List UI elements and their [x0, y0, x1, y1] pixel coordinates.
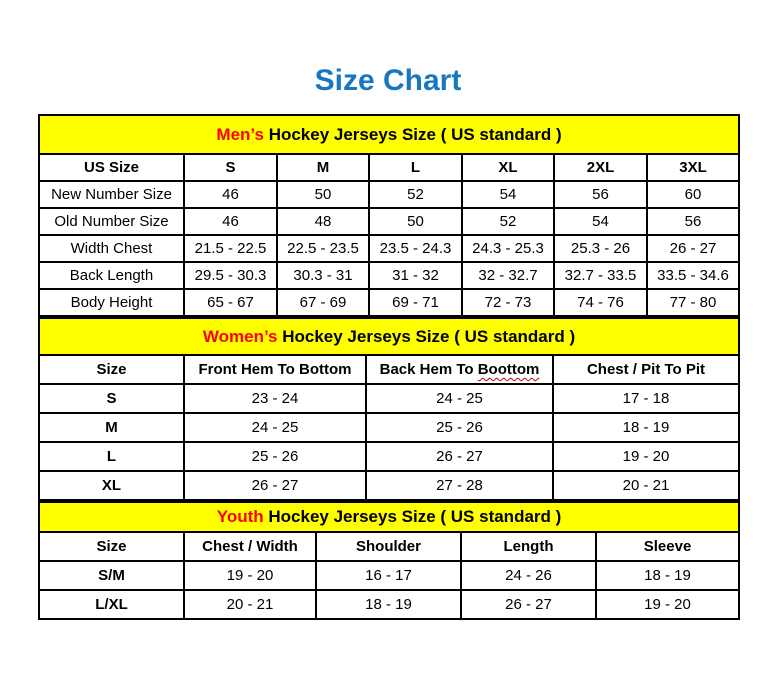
youth-header-row	[39, 532, 739, 561]
table-row	[39, 181, 739, 208]
table-cell: 26 - 27	[461, 590, 596, 619]
womens-banner-row	[39, 318, 739, 355]
row-label: S/M	[39, 561, 184, 590]
column-header: XL	[462, 154, 554, 181]
table-row	[39, 289, 739, 316]
column-header: Size	[39, 355, 184, 384]
youth-table	[38, 501, 740, 620]
row-label: New Number Size	[39, 181, 184, 208]
youth-banner-row	[39, 502, 739, 532]
row-label: XL	[39, 471, 184, 500]
row-label: M	[39, 413, 184, 442]
table-cell: 25 - 26	[184, 442, 366, 471]
table-cell: 74 - 76	[554, 289, 647, 316]
column-header: S	[184, 154, 277, 181]
table-cell: 60	[647, 181, 739, 208]
row-label: L/XL	[39, 590, 184, 619]
table-cell: 46	[184, 208, 277, 235]
column-header: US Size	[39, 154, 184, 181]
mens-header-row	[39, 154, 739, 181]
table-cell: 20 - 21	[553, 471, 739, 500]
table-cell: 30.3 - 31	[277, 262, 369, 289]
table-row	[39, 471, 739, 500]
table-row	[39, 262, 739, 289]
table-cell: 26 - 27	[647, 235, 739, 262]
table-row	[39, 384, 739, 413]
table-cell: 46	[184, 181, 277, 208]
column-header: 3XL	[647, 154, 739, 181]
table-cell: 16 - 17	[316, 561, 461, 590]
womens-banner-accent: Women’s	[202, 326, 278, 346]
table-cell: 29.5 - 30.3	[184, 262, 277, 289]
table-cell: 65 - 67	[184, 289, 277, 316]
row-label: Back Length	[39, 262, 184, 289]
mens-table	[38, 114, 740, 317]
table-cell: 18 - 19	[553, 413, 739, 442]
column-header-text: Back Hem To	[379, 361, 478, 378]
mens-banner-accent: Men’s	[216, 124, 264, 144]
row-label: L	[39, 442, 184, 471]
table-cell: 24 - 25	[366, 384, 553, 413]
womens-banner-text: Hockey Jerseys Size ( US standard )	[277, 326, 576, 346]
mens-banner-row	[39, 115, 739, 154]
womens-table-banner	[39, 318, 739, 355]
table-cell: 23.5 - 24.3	[369, 235, 462, 262]
table-cell: 48	[277, 208, 369, 235]
table-cell: 25.3 - 26	[554, 235, 647, 262]
table-cell: 26 - 27	[184, 471, 366, 500]
column-header: Size	[39, 532, 184, 561]
table-cell: 54	[554, 208, 647, 235]
table-cell: 19 - 20	[184, 561, 316, 590]
table-cell: 21.5 - 22.5	[184, 235, 277, 262]
table-cell: 72 - 73	[462, 289, 554, 316]
column-header: Chest / Pit To Pit	[553, 355, 739, 384]
table-cell: 52	[462, 208, 554, 235]
table-cell: 77 - 80	[647, 289, 739, 316]
misspelled-word: Boottom	[477, 361, 540, 378]
table-row	[39, 442, 739, 471]
table-cell: 26 - 27	[366, 442, 553, 471]
table-cell: 52	[369, 181, 462, 208]
table-cell: 18 - 19	[596, 561, 739, 590]
table-cell: 24 - 26	[461, 561, 596, 590]
column-header: Front Hem To Bottom	[184, 355, 366, 384]
youth-banner-accent: Youth	[216, 507, 264, 526]
table-row	[39, 208, 739, 235]
table-row	[39, 235, 739, 262]
mens-banner-text: Hockey Jerseys Size ( US standard )	[263, 124, 562, 144]
column-header: Shoulder	[316, 532, 461, 561]
column-header	[366, 355, 553, 384]
table-cell: 17 - 18	[553, 384, 739, 413]
mens-table-banner	[39, 115, 739, 154]
table-cell: 18 - 19	[316, 590, 461, 619]
table-cell: 27 - 28	[366, 471, 553, 500]
table-cell: 22.5 - 23.5	[277, 235, 369, 262]
table-cell: 31 - 32	[369, 262, 462, 289]
table-cell: 54	[462, 181, 554, 208]
table-cell: 20 - 21	[184, 590, 316, 619]
table-cell: 67 - 69	[277, 289, 369, 316]
column-header: Chest / Width	[184, 532, 316, 561]
table-cell: 33.5 - 34.6	[647, 262, 739, 289]
column-header: L	[369, 154, 462, 181]
table-cell: 56	[647, 208, 739, 235]
table-row	[39, 561, 739, 590]
youth-banner-text: Hockey Jerseys Size ( US standard )	[263, 507, 562, 526]
womens-header-row	[39, 355, 739, 384]
table-cell: 50	[369, 208, 462, 235]
table-cell: 50	[277, 181, 369, 208]
row-label: Body Height	[39, 289, 184, 316]
table-cell: 24 - 25	[184, 413, 366, 442]
table-cell: 23 - 24	[184, 384, 366, 413]
page-title: Size Chart	[314, 64, 462, 97]
womens-table	[38, 317, 740, 501]
size-tables-container	[38, 114, 738, 620]
row-label: Width Chest	[39, 235, 184, 262]
table-cell: 32 - 32.7	[462, 262, 554, 289]
youth-table-banner	[39, 502, 739, 532]
table-cell: 19 - 20	[596, 590, 739, 619]
column-header: M	[277, 154, 369, 181]
table-cell: 69 - 71	[369, 289, 462, 316]
table-cell: 19 - 20	[553, 442, 739, 471]
table-row	[39, 413, 739, 442]
table-cell: 56	[554, 181, 647, 208]
row-label: Old Number Size	[39, 208, 184, 235]
column-header: Length	[461, 532, 596, 561]
column-header: Sleeve	[596, 532, 739, 561]
table-cell: 32.7 - 33.5	[554, 262, 647, 289]
table-cell: 24.3 - 25.3	[462, 235, 554, 262]
row-label: S	[39, 384, 184, 413]
table-cell: 25 - 26	[366, 413, 553, 442]
column-header: 2XL	[554, 154, 647, 181]
table-row	[39, 590, 739, 619]
